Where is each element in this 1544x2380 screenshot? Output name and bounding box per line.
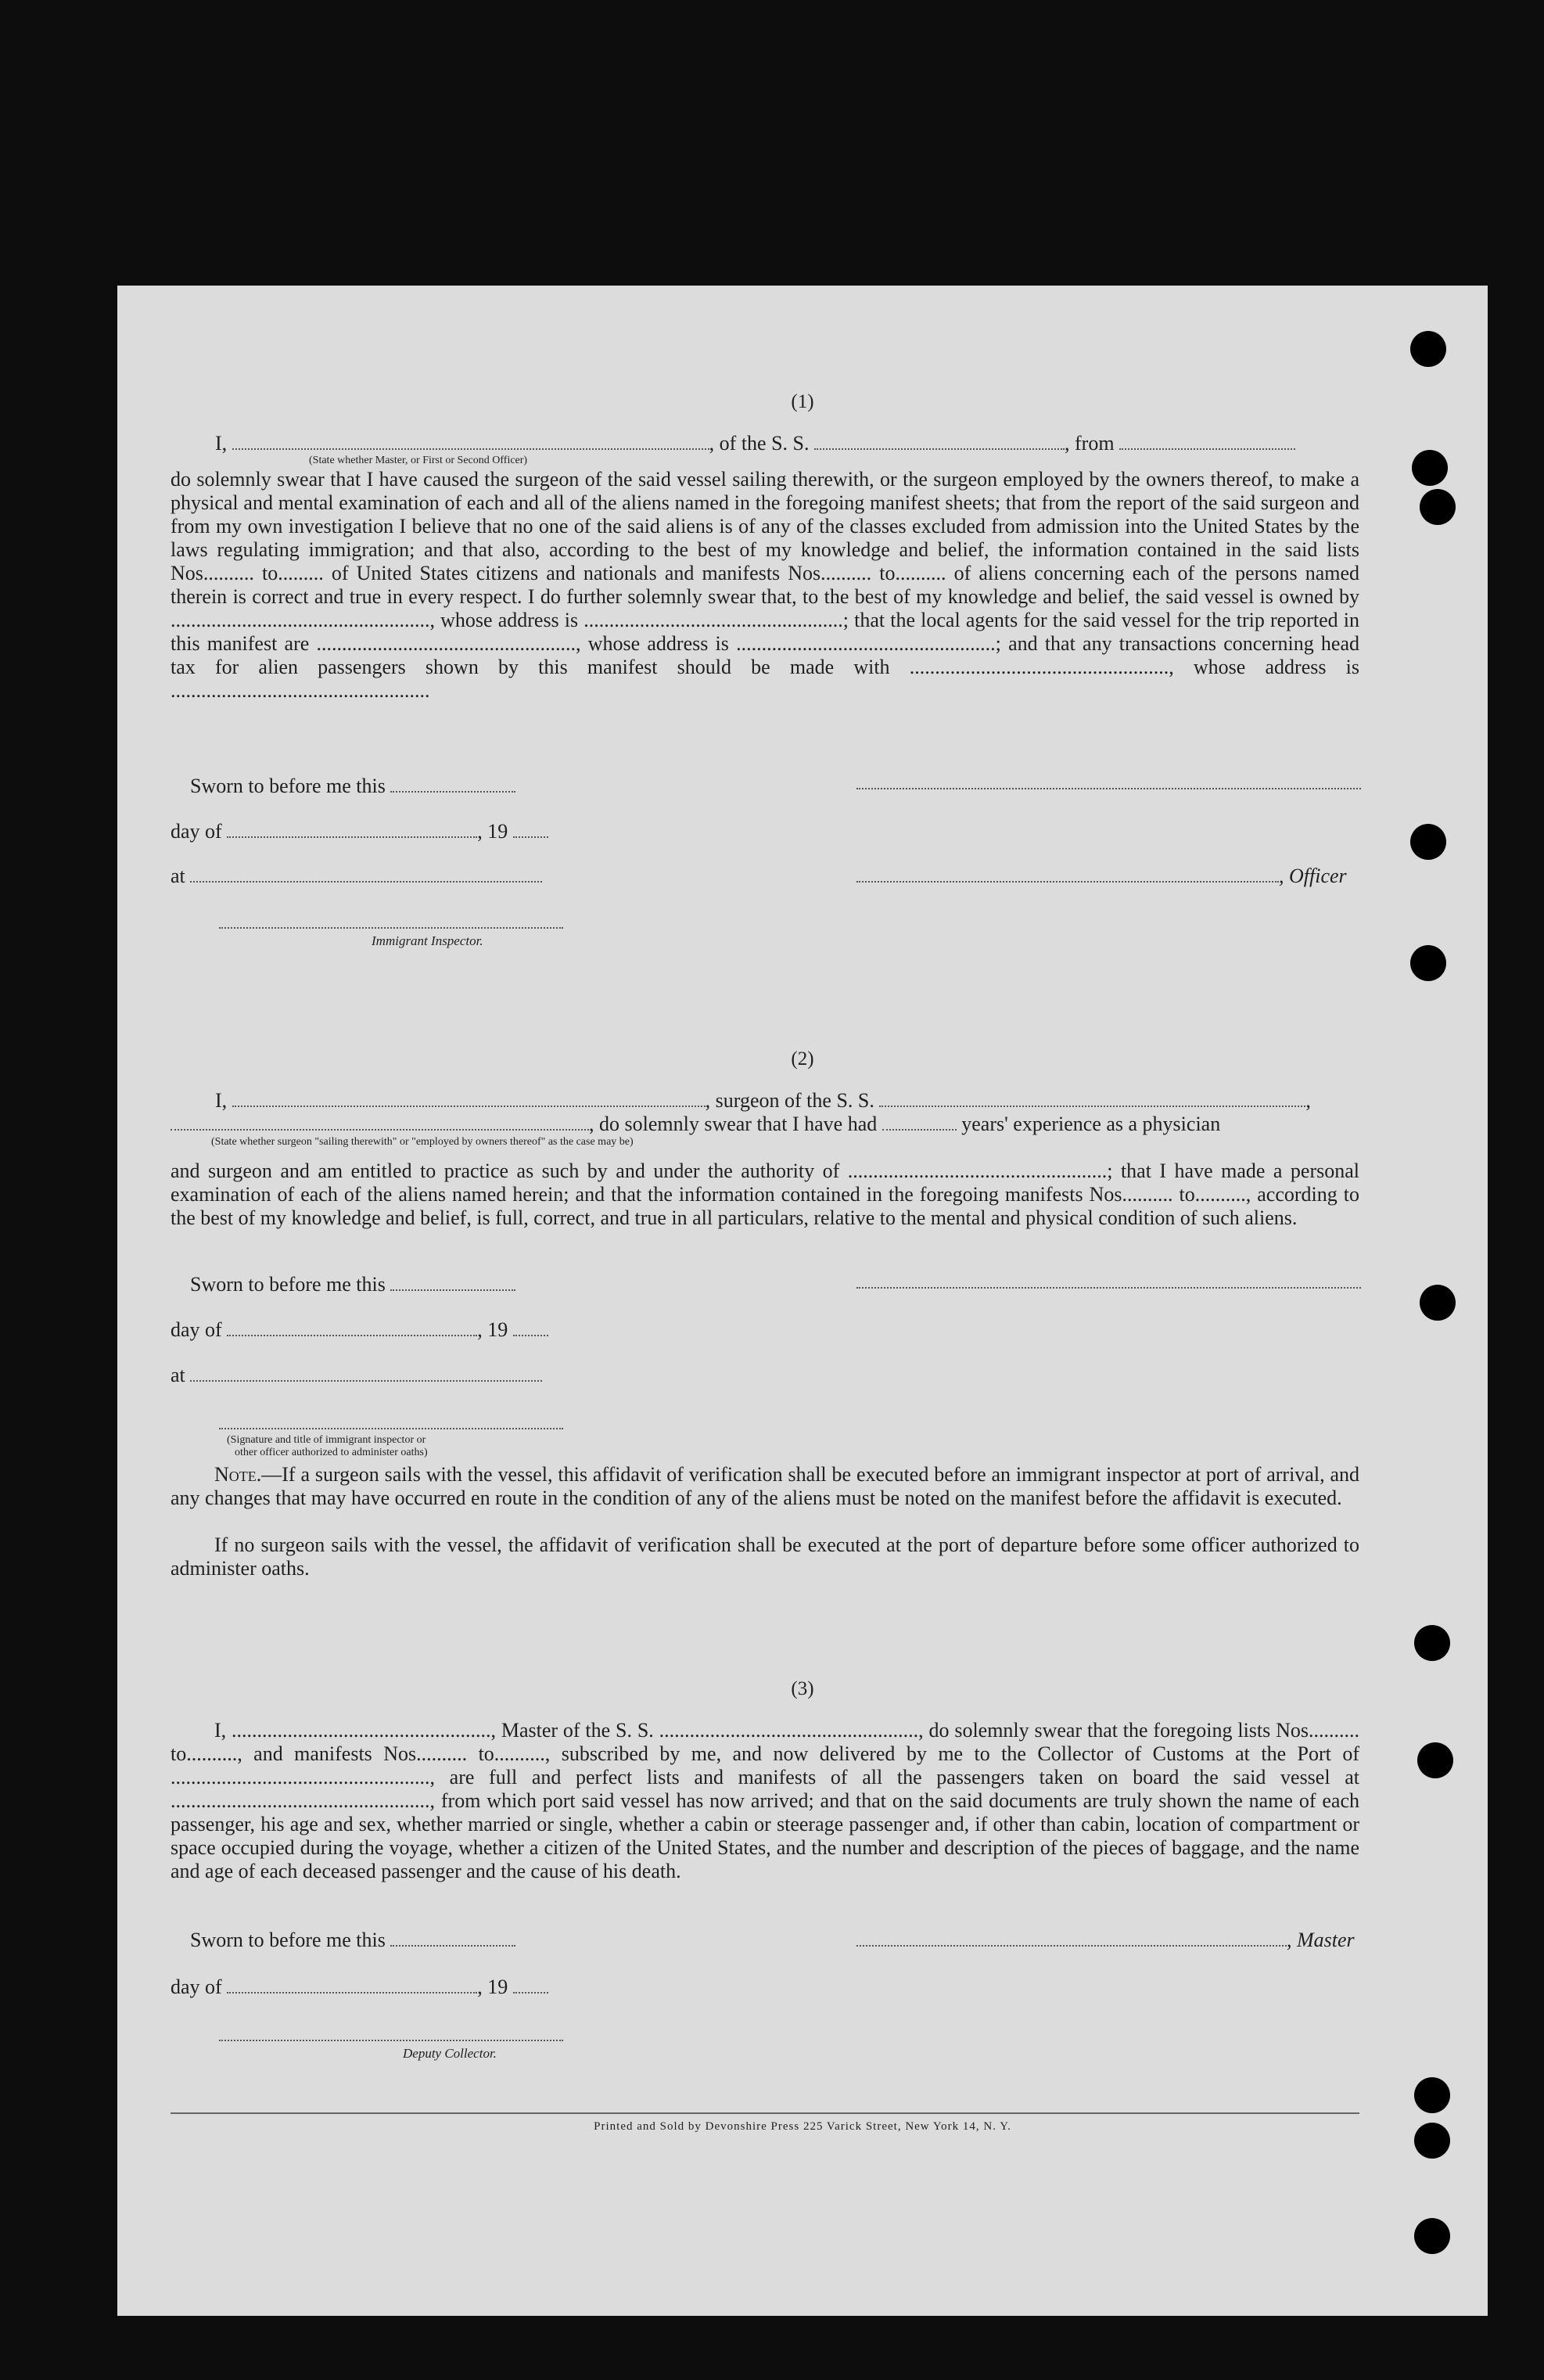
opening-I: I,: [215, 432, 228, 455]
note-text: —If a surgeon sails with the vessel, this affidavit of verification shall be executed before an immigrant inspector at port of arrival, and any changes that may have occurred en route in the condition of any of the aliens must be noted on the manifest before the affidavit is executed.: [171, 1463, 1359, 1509]
section-2-at-line: at: [171, 1364, 542, 1387]
sworn-day-field-2[interactable]: [390, 1275, 515, 1291]
officer-name-field[interactable]: [232, 434, 709, 450]
punch-hole-7: [1414, 1625, 1450, 1661]
section-2-number: (2): [791, 1048, 814, 1070]
punch-hole-11: [1414, 2218, 1450, 2254]
punch-hole-2: [1412, 450, 1448, 486]
officer-caption: (State whether Master, or First or Second Officer): [309, 455, 528, 466]
section-2-day-line: day of , 19: [171, 1318, 548, 1342]
inspector-signature-line[interactable]: [219, 926, 563, 929]
master-line: , Master: [856, 1929, 1355, 1952]
day-of-field-2[interactable]: [227, 1321, 477, 1336]
section-2-opening-line: I, , surgeon of the S. S. ,: [215, 1089, 1311, 1112]
year-field-2[interactable]: [513, 1321, 548, 1336]
day-of-field-3[interactable]: [227, 1978, 477, 1994]
deputy-caption: Deputy Collector.: [403, 2046, 497, 2061]
note-label: Note.: [214, 1463, 262, 1486]
section-1-at-line: at: [171, 865, 542, 888]
punch-hole-4: [1410, 824, 1446, 860]
punch-hole-6: [1420, 1285, 1456, 1321]
section-1-sworn-line: Sworn to before me this: [190, 775, 515, 798]
section-2-sworn-line: Sworn to before me this: [190, 1273, 515, 1296]
surgeon-caption: (State whether surgeon "sailing therewith" or "employed by owners thereof" as the case may be): [211, 1136, 634, 1148]
of-ss-label: , of the S. S.: [709, 432, 810, 455]
officer-field[interactable]: [856, 867, 1279, 883]
signature-caption-1: (Signature and title of immigrant inspector or: [227, 1434, 426, 1446]
master-signature-field[interactable]: [856, 1931, 1287, 1947]
surgeon-signature-line[interactable]: [856, 1285, 1361, 1289]
manifest-form-page: [117, 286, 1488, 2316]
sworn-day-field-3[interactable]: [390, 1931, 515, 1947]
section-3-number: (3): [791, 1678, 814, 1699]
year-field-3[interactable]: [513, 1978, 548, 1994]
punch-hole-9: [1414, 2077, 1450, 2113]
note-paragraph-2: If no surgeon sails with the vessel, the affidavit of verification shall be executed at the port of departure before some officer authorized to administer oaths.: [171, 1533, 1359, 1580]
punch-hole-1: [1410, 331, 1446, 367]
years-field[interactable]: [882, 1115, 957, 1131]
vessel-name-field[interactable]: [814, 434, 1065, 450]
section-1-paragraph: do solemnly swear that I have caused the surgeon of the said vessel sailing therewith, or the surgeon employed by the owners thereof, to make a physical and mental examination of each and all of the aliens named in the foregoing manifest sheets; that from the report of the said surgeon and from my own investigation I believe that no one of the said aliens is of any of the classes excluded from admission into the United States by the laws regulating immigration; and that also, according to the best of my knowledge and belief, the information contained in the said lists Nos.......... to......... of United States citizens and nationals and manifests Nos.......... to.......... of aliens concerning each of the persons named therein is correct and true in every respect. I do further solemnly swear that, to the best of my knowledge and belief, the said vessel is owned by ..................................................., whose address is ...................................................; that the local agents for the said vessel for the trip reported in this manifest are ..................................................., whose address is ...................................................; and that any transactions concerning head tax for alien passengers shown by this manifest should be made with ..................................................., whose address is ...................................................: [171, 468, 1359, 702]
authorized-officer-signature-line[interactable]: [219, 1426, 563, 1429]
day-of-field[interactable]: [227, 822, 477, 838]
at-place-field-2[interactable]: [190, 1366, 542, 1382]
section-3-day-line: day of , 19: [171, 1976, 548, 1999]
from-label: , from: [1065, 432, 1115, 455]
punch-hole-8: [1417, 1742, 1453, 1778]
surgeon-vessel-field[interactable]: [879, 1091, 1305, 1107]
section-2-second-line: , do solemnly swear that I have had years' experience as a physician: [171, 1113, 1220, 1136]
at-place-field[interactable]: [190, 867, 542, 883]
printer-footer: Printed and Sold by Devonshire Press 225 Varick Street, New York 14, N. Y.: [594, 2120, 1011, 2133]
section-3-paragraph: I, ..................................................., Master of the S. S. ..................................................., do solemnly swear that the foregoing lists Nos.......... to.........., and manifests Nos.......... to.........., subscribed by me, and now delivered by me to the Collector of Customs at the Port of ..................................................., are full and perfect lists and manifests of all the passengers taken on board the said vessel at ..................................................., from which port said vessel has now arrived; and that on the said documents are truly shown the name of each passenger, his age and sex, whether married or single, whether a cabin or steerage passenger and, if other than cabin, location of compartment or space occupied during the voyage, whether a citizen of the United States, and the number and description of the pieces of baggage, and the name and age of each deceased passenger and the cause of his death.: [171, 1719, 1359, 1882]
section-2-paragraph: and surgeon and am entitled to practice as such by and under the authority of ...................................................; that I have made a personal examination of each of the aliens named herein; and that the information contained in the foregoing manifests Nos.......... to.........., according to the best of my knowledge and belief, is full, correct, and true in all particulars, relative to the mental and physical condition of such aliens.: [171, 1159, 1359, 1229]
deputy-collector-signature-line[interactable]: [219, 2038, 563, 2041]
punch-hole-5: [1410, 945, 1446, 981]
section-1-number: (1): [791, 391, 814, 412]
officer-line: , Officer: [856, 865, 1347, 888]
signature-caption-2: other officer authorized to administer oaths): [235, 1447, 428, 1458]
officer-signature-line[interactable]: [856, 786, 1361, 789]
section-1-day-line: day of , 19: [171, 820, 548, 843]
punch-hole-3: [1420, 489, 1456, 525]
year-field[interactable]: [513, 822, 548, 838]
surgeon-name-field[interactable]: [232, 1091, 706, 1107]
section-1-opening-line: [215, 432, 1295, 455]
from-port-field[interactable]: [1119, 434, 1295, 450]
inspector-caption: Immigrant Inspector.: [372, 933, 483, 948]
note-paragraph: [171, 1463, 1359, 1510]
surgeon-status-field[interactable]: [171, 1115, 589, 1131]
section-3-sworn-line: Sworn to before me this: [190, 1929, 515, 1952]
footer-rule: [171, 2111, 1359, 2114]
sworn-day-field[interactable]: [390, 777, 515, 793]
